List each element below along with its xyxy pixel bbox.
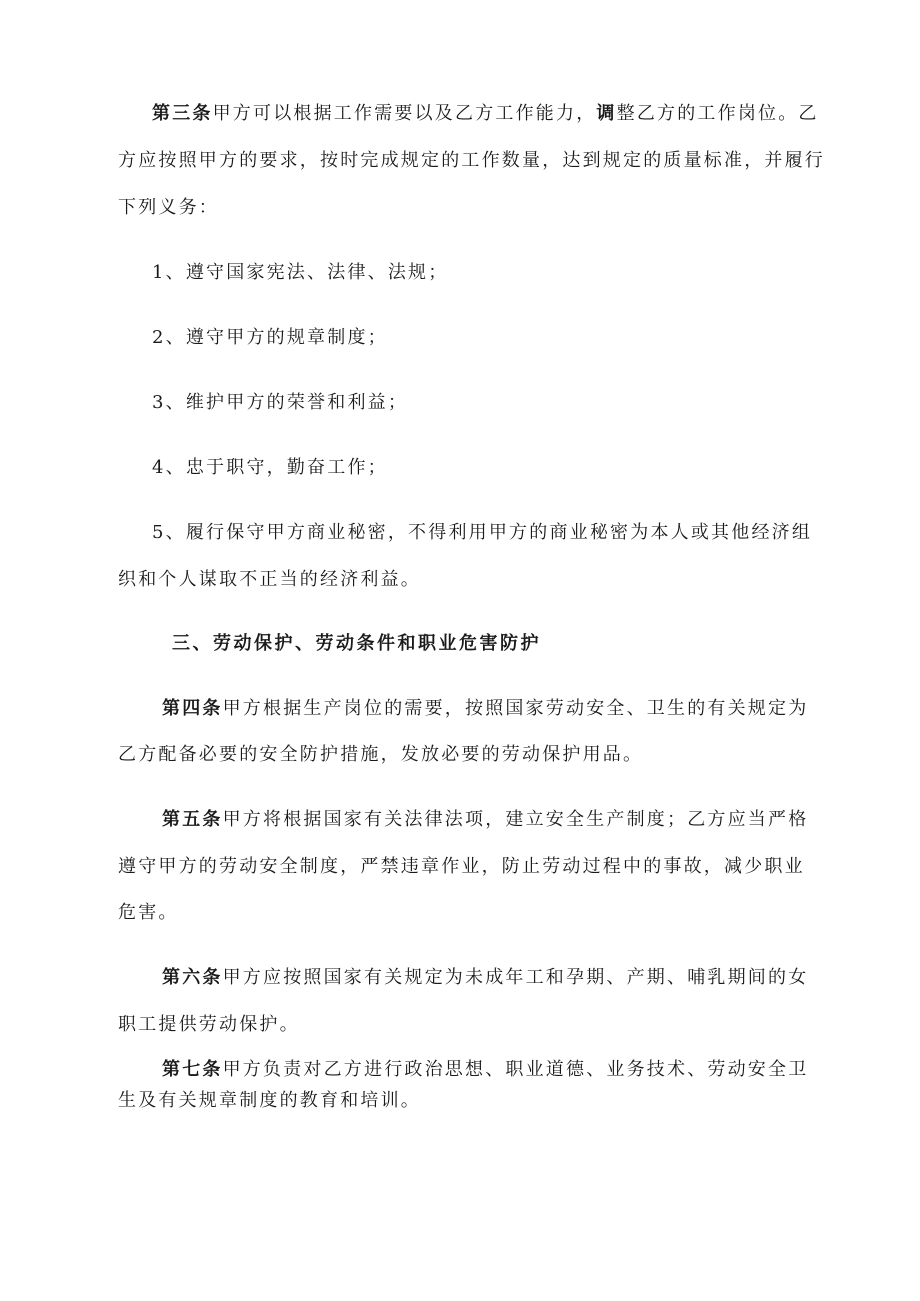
article-5-line-3: 危害。	[118, 902, 179, 923]
duty-item-1: 1、遵守国家宪法、法律、法规；	[152, 262, 449, 283]
article-3-label: 第三条	[152, 103, 213, 124]
article-6-label: 第六条	[162, 967, 223, 988]
article-6-line-1	[162, 966, 808, 990]
article-3-text: 甲方可以根据工作需要以及乙方工作能力，	[212, 103, 597, 124]
article-4-label: 第四条	[162, 698, 223, 719]
article-4-text: 甲方根据生产岗位的需要，按照国家劳动安全、卫生的有关规定为	[222, 698, 809, 719]
article-5-text: 甲方将根据国家有关法律法项，建立安全生产制度；乙方应当严格	[222, 809, 809, 830]
article-6-text: 甲方应按照国家有关规定为未成年工和孕期、产期、哺乳期间的女	[222, 967, 809, 988]
article-7-line-2: 生及有关规章制度的教育和培训。	[118, 1090, 421, 1111]
duty-item-4: 4、忠于职守，勤奋工作；	[152, 457, 388, 478]
article-7-text: 甲方负责对乙方进行政治思想、职业道德、业务技术、劳动安全卫	[222, 1059, 809, 1080]
article-5-line-2: 遵守甲方的劳动安全制度，严禁违章作业，防止劳动过程中的事故，减少职业	[118, 856, 805, 877]
article-7-label: 第七条	[162, 1059, 223, 1080]
article-4-line-2: 乙方配备必要的安全防护措施，发放必要的劳动保护用品。	[118, 744, 644, 765]
duty-item-2: 2、遵守甲方的规章制度；	[152, 327, 388, 348]
article-4-line-1	[162, 697, 808, 721]
article-5-line-1	[162, 808, 808, 832]
duty-item-5-line-2: 织和个人谋取不正当的经济利益。	[118, 569, 421, 590]
article-7-line-1	[162, 1058, 808, 1082]
duty-item-5-line-1: 5、履行保守甲方商业秘密，不得利用甲方的商业秘密为本人或其他经济组	[152, 522, 813, 543]
article-3-line-3: 下列义务：	[118, 197, 219, 218]
duty-item-3: 3、维护甲方的荣誉和利益；	[152, 392, 409, 413]
article-6-line-2: 职工提供劳动保护。	[118, 1014, 300, 1035]
article-3-bold-char: 调	[596, 103, 617, 124]
section-heading: 三、劳动保护、劳动条件和职业危害防护	[172, 633, 541, 654]
article-5-label: 第五条	[162, 809, 223, 830]
article-3-line-2: 方应按照甲方的要求，按时完成规定的工作数量，达到规定的质量标准，并履行	[118, 150, 825, 171]
article-3-line-1	[152, 102, 819, 126]
article-3-text-rest: 整乙方的工作岗位。乙	[616, 103, 819, 124]
